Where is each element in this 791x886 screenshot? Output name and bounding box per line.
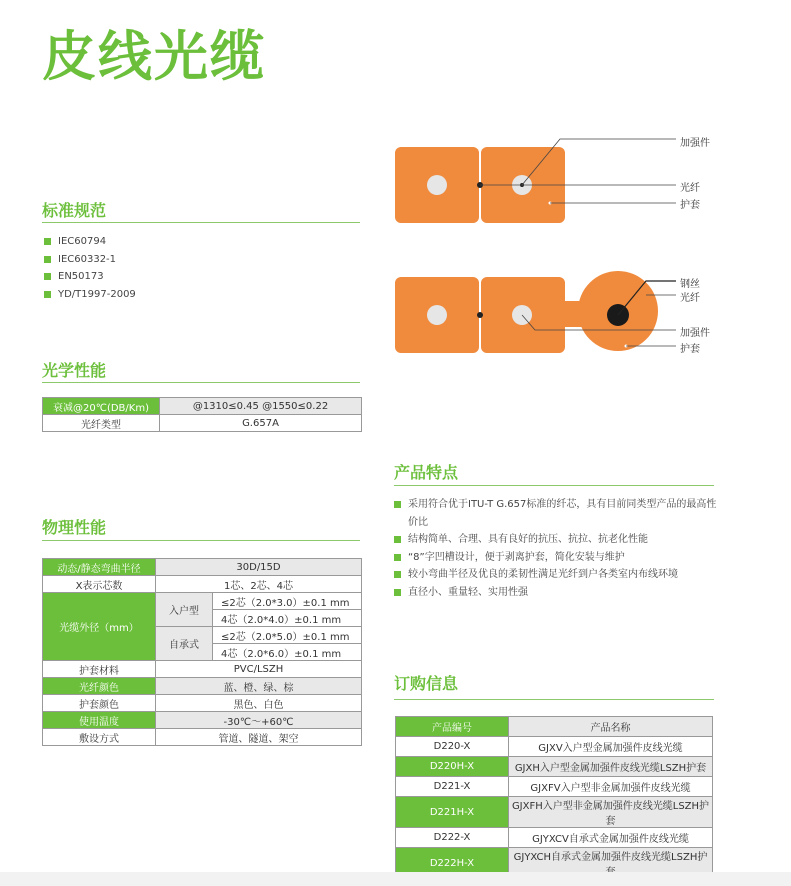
table-cell: 黑色、白色 xyxy=(156,695,362,712)
ordering-table xyxy=(395,716,713,879)
table-cell: 30D/15D xyxy=(156,559,362,576)
table-cell: 使用温度 xyxy=(43,712,156,729)
table-cell: GJXV入户型金属加强件皮线光缆 xyxy=(509,737,713,757)
features-heading: 产品特点 xyxy=(394,463,459,482)
list-item: YD/T1997-2009 xyxy=(44,286,136,304)
table-cell: D220-X xyxy=(396,737,509,757)
list-item: 较小弯曲半径及优良的柔韧性满足光纤到户各类室内布线环境 xyxy=(394,566,724,584)
physical-heading: 物理性能 xyxy=(42,518,107,537)
table-cell: GJXFV入户型非金属加强件皮线光缆 xyxy=(509,777,713,797)
table-cell: ≤2芯（2.0*3.0）±0.1 mm xyxy=(213,593,362,610)
table-cell: GJYXCH自承式金属加强件皮线光缆LSZH护 xyxy=(509,848,713,879)
table-cell: D221H-X xyxy=(396,797,509,828)
table-cell: 蓝、橙、绿、棕 xyxy=(156,678,362,695)
table-cell: PVC/LSZH xyxy=(156,661,362,678)
list-item: “8”字凹槽设计，便于剥离护套，简化安装与维护 xyxy=(394,549,724,567)
list-item: IEC60794 xyxy=(44,233,136,251)
table-cell: 4芯（2.0*4.0）±0.1 mm xyxy=(213,610,362,627)
table-row xyxy=(43,593,362,610)
table-row xyxy=(396,737,713,757)
table-row xyxy=(43,712,362,729)
label-sheath-2: 护套 xyxy=(680,344,700,355)
table-cell: GJYXCV自承式金属加强件皮线光缆 xyxy=(509,828,713,848)
physical-table xyxy=(42,558,362,746)
table-row xyxy=(396,717,713,737)
table-row xyxy=(43,415,362,432)
table-cell: 入户型 xyxy=(156,593,213,627)
table-row xyxy=(43,661,362,678)
table-row xyxy=(43,576,362,593)
page-title: 皮线光缆 xyxy=(42,25,266,88)
table-cell: G.657A xyxy=(160,415,362,432)
table-cell: D222-X xyxy=(396,828,509,848)
table-cell: 1芯、2芯、4芯 xyxy=(156,576,362,593)
label-steel-2: 钢丝 xyxy=(680,279,700,290)
table-cell: 光纤颜色 xyxy=(43,678,156,695)
list-item: 采用符合优于ITU-T G.657标准的纤芯，具有目前同类型产品的最高性价比 xyxy=(394,496,724,531)
table-row xyxy=(396,797,713,828)
optical-heading: 光学性能 xyxy=(42,361,107,380)
table-header-cell: 产品编号 xyxy=(396,717,509,737)
table-cell: @1310≤0.45 @1550≤0.22 xyxy=(160,398,362,415)
strength-member-left xyxy=(427,175,447,195)
table-cell: 敷设方式 xyxy=(43,729,156,746)
strength-member-left xyxy=(427,305,447,325)
label-strength-2: 加强件 xyxy=(680,328,710,339)
table-row xyxy=(396,757,713,777)
label-fiber-1: 光纤 xyxy=(680,183,700,194)
cable-selfsupport-diagram xyxy=(395,271,676,353)
table-row xyxy=(43,678,362,695)
table-cell: GJXFH入户型非金属加强件皮线光缆LSZH护套 xyxy=(509,797,713,828)
table-cell: 护套颜色 xyxy=(43,695,156,712)
table-row xyxy=(43,695,362,712)
table-cell: GJXH入户型金属加强件皮线光缆LSZH护套 xyxy=(509,757,713,777)
ordering-heading: 订购信息 xyxy=(394,674,459,693)
standards-rule xyxy=(42,222,360,223)
table-cell: 光缆外径（mm） xyxy=(43,593,156,661)
table-cell: ≤2芯（2.0*5.0）±0.1 mm xyxy=(213,627,362,644)
table-cell: -30℃～+60℃ xyxy=(156,712,362,729)
table-header-cell: 产品名称 xyxy=(509,717,713,737)
table-cell: D221-X xyxy=(396,777,509,797)
table-cell: 自承式 xyxy=(156,627,213,661)
list-item: 结构简单、合理、具有良好的抗压、抗拉、抗老化性能 xyxy=(394,531,724,549)
cable-indoor-diagram xyxy=(395,139,676,223)
table-cell: 光纤类型 xyxy=(43,415,160,432)
physical-rule xyxy=(42,540,360,541)
features-list xyxy=(394,496,724,601)
table-cell: 衰减@20℃(DB/Km) xyxy=(43,398,160,415)
label-strength-1: 加强件 xyxy=(680,138,710,149)
table-cell: D220H-X xyxy=(396,757,509,777)
features-rule xyxy=(394,485,714,486)
list-item: EN50173 xyxy=(44,268,136,286)
table-cell: X表示芯数 xyxy=(43,576,156,593)
table-cell: 动态/静态弯曲半径 xyxy=(43,559,156,576)
label-sheath-1: 护套 xyxy=(680,200,700,211)
optical-table xyxy=(42,397,362,432)
standards-heading: 标准规范 xyxy=(42,201,107,220)
table-row xyxy=(396,777,713,797)
page-bottom-edge xyxy=(0,872,791,886)
ordering-rule xyxy=(394,699,714,700)
table-row xyxy=(396,828,713,848)
fiber-dot xyxy=(477,312,483,318)
table-cell: 管道、隧道、架空 xyxy=(156,729,362,746)
list-item: 直径小、重量轻、实用性强 xyxy=(394,584,724,602)
label-fiber-2: 光纤 xyxy=(680,293,700,304)
standards-list xyxy=(44,233,136,303)
optical-rule xyxy=(42,382,360,383)
table-row xyxy=(43,398,362,415)
table-row xyxy=(43,729,362,746)
table-cell: 4芯（2.0*6.0）±0.1 mm xyxy=(213,644,362,661)
table-row xyxy=(43,559,362,576)
list-item: IEC60332-1 xyxy=(44,251,136,269)
table-cell: D222H-X xyxy=(396,848,509,879)
table-cell: 护套材料 xyxy=(43,661,156,678)
